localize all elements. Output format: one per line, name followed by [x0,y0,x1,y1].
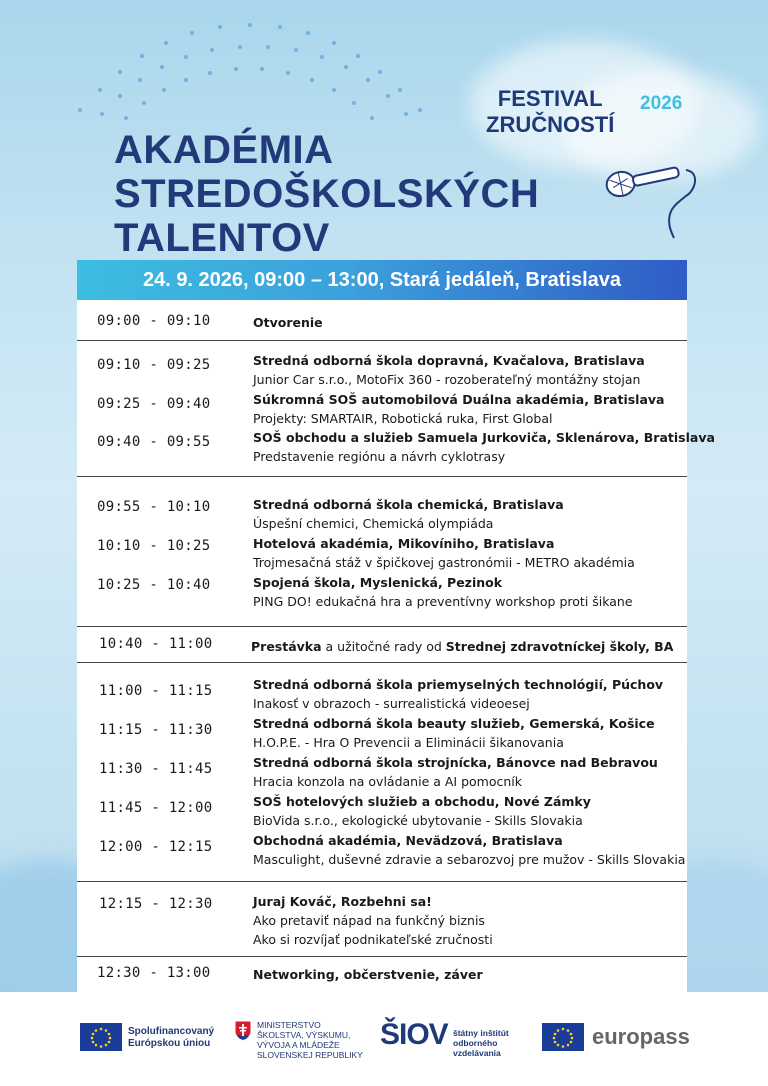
festival-line-2: ZRUČNOSTÍ [486,112,615,137]
slot-time: 11:45 - 12:00 [99,800,213,816]
closing-title: Networking, občerstvenie, záver [253,967,483,982]
speaker-topic-1: Ako pretaviť nápad na funkčný biznis [253,913,485,928]
slot-school: SOŠ obchodu a služieb Samuela Jurkoviča, Sklenárova, Bratislava [253,430,715,445]
slot-time: 12:00 - 12:15 [99,839,213,855]
slot-time: 10:25 - 10:40 [97,577,211,593]
slot-time: 09:55 - 10:10 [97,499,211,515]
siov-line-3: vzdelávania [453,1048,501,1058]
slot-project: Masculight, duševné zdravie a sebarozvoj pre mužov - Skills Slovakia [253,852,686,867]
slot-time: 09:40 - 09:55 [97,434,211,450]
ministry-line-3: VÝVOJA A MLÁDEŽE [257,1040,340,1050]
festival-line-1: FESTIVAL [497,86,603,111]
ministry-line-2: ŠKOLSTVA, VÝSKUMU, [257,1030,351,1040]
slot-project: PING DO! edukačná hra a preventívny workshop proti šikane [253,594,633,609]
slot-project: Úspešní chemici, Chemická olympiáda [253,516,494,531]
eu-flag-icon [80,1023,122,1051]
siov-text [453,1028,509,1058]
divider [77,956,687,957]
divider [77,881,687,882]
slot-project: Inakosť v obrazoch - surrealistická videoesej [253,696,530,711]
ministry-line-4: SLOVENSKEJ REPUBLIKY [257,1050,363,1060]
page-title [114,128,539,260]
slot-project: Hracia konzola na ovládanie a AI pomocník [253,774,523,789]
divider [77,662,687,663]
divider [77,626,687,627]
slot-school: Obchodná akadémia, Nevädzová, Bratislava [253,833,563,848]
ministry-text [257,1020,363,1060]
slot-project: BioVida s.r.o., ekologické ubytovanie - Skills Slovakia [253,813,583,828]
speaker-time: 12:15 - 12:30 [99,896,213,912]
title-line-3: TALENTOV [114,216,330,260]
slot-time: 10:10 - 10:25 [97,538,211,554]
siov-line-2: odborného [453,1038,498,1048]
festival-year: 2026 [640,93,683,114]
break-school: Strednej zdravotníckej školy, BA [445,639,674,654]
divider [77,340,687,341]
slot-school: Stredná odborná škola chemická, Bratislava [253,497,564,512]
eu-cofunded-text [128,1026,214,1050]
slot-school: Hotelová akadémia, Mikovíniho, Bratislava [253,536,555,551]
eu-line-2: Európskou úniou [128,1038,211,1049]
slot-project: Trojmesačná stáž v špičkovej gastronómii - METRO akadémia [253,555,635,570]
siov-line-1: štátny inštitút [453,1028,509,1038]
europass-logo: europass [592,1024,690,1049]
eu-line-1: Spolufinancovaný [128,1026,215,1037]
dotted-arc-decoration [60,10,440,130]
slot-school: Súkromná SOŠ automobilová Duálna akadémia, Bratislava [253,392,665,407]
schedule-table [77,300,715,992]
slot-time: 11:30 - 11:45 [99,761,213,777]
slot-school: Stredná odborná škola strojnícka, Bánovce nad Bebravou [253,755,658,770]
slot-school: Stredná odborná škola beauty služieb, Gemerská, Košice [253,716,655,731]
ministry-line-1: MINISTERSTVO [257,1020,321,1030]
closing-time: 12:30 - 13:00 [97,965,211,981]
slot-project: H.O.P.E. - Hra O Prevencii a Eliminácii šikanovania [253,735,564,750]
microphone-icon [600,150,710,240]
slot-time: 11:15 - 11:30 [99,722,213,738]
break-time: 10:40 - 11:00 [99,636,213,652]
break-text [251,639,673,654]
slot-time: 09:25 - 09:40 [97,396,211,412]
speaker-topic-2: Ako si rozvíjať podnikateľské zručnosti [253,932,493,947]
slot-school: Stredná odborná škola priemyselných technológií, Púchov [253,677,664,692]
siov-logo: ŠIOV [380,1018,448,1051]
slot-project: Projekty: SMARTAIR, Robotická ruka, First Global [253,411,553,426]
date-banner: 24. 9. 2026, 09:00 – 13:00, Stará jedáleň, Bratislava [77,260,687,300]
title-line-2: STREDOŠKOLSKÝCH [114,172,540,216]
slot-school: Stredná odborná škola dopravná, Kvačalova, Bratislava [253,353,645,368]
slot-school: SOŠ hotelových služieb a obchodu, Nové Zámky [253,794,591,809]
title-line-1: AKADÉMIA [114,128,334,172]
slot-project: Predstavenie regiónu a návrh cyklotrasy [253,449,506,464]
slot-time: 09:10 - 09:25 [97,357,211,373]
opening-time: 09:00 - 09:10 [97,313,211,329]
slot-project: Junior Car s.r.o., MotoFix 360 - rozoberateľný montážny stojan [253,372,641,387]
slovak-coat-of-arms-icon [234,1020,252,1042]
break-label: Prestávka [251,639,322,654]
slot-school: Spojená škola, Myslenická, Pezinok [253,575,503,590]
opening-title: Otvorenie [253,315,323,330]
divider [77,476,687,477]
speaker-name: Juraj Kováč, Rozbehni sa! [253,894,432,909]
slot-time: 11:00 - 11:15 [99,683,213,699]
eu-flag-icon [542,1023,584,1051]
break-middle: a užitočné rady od [321,639,446,654]
